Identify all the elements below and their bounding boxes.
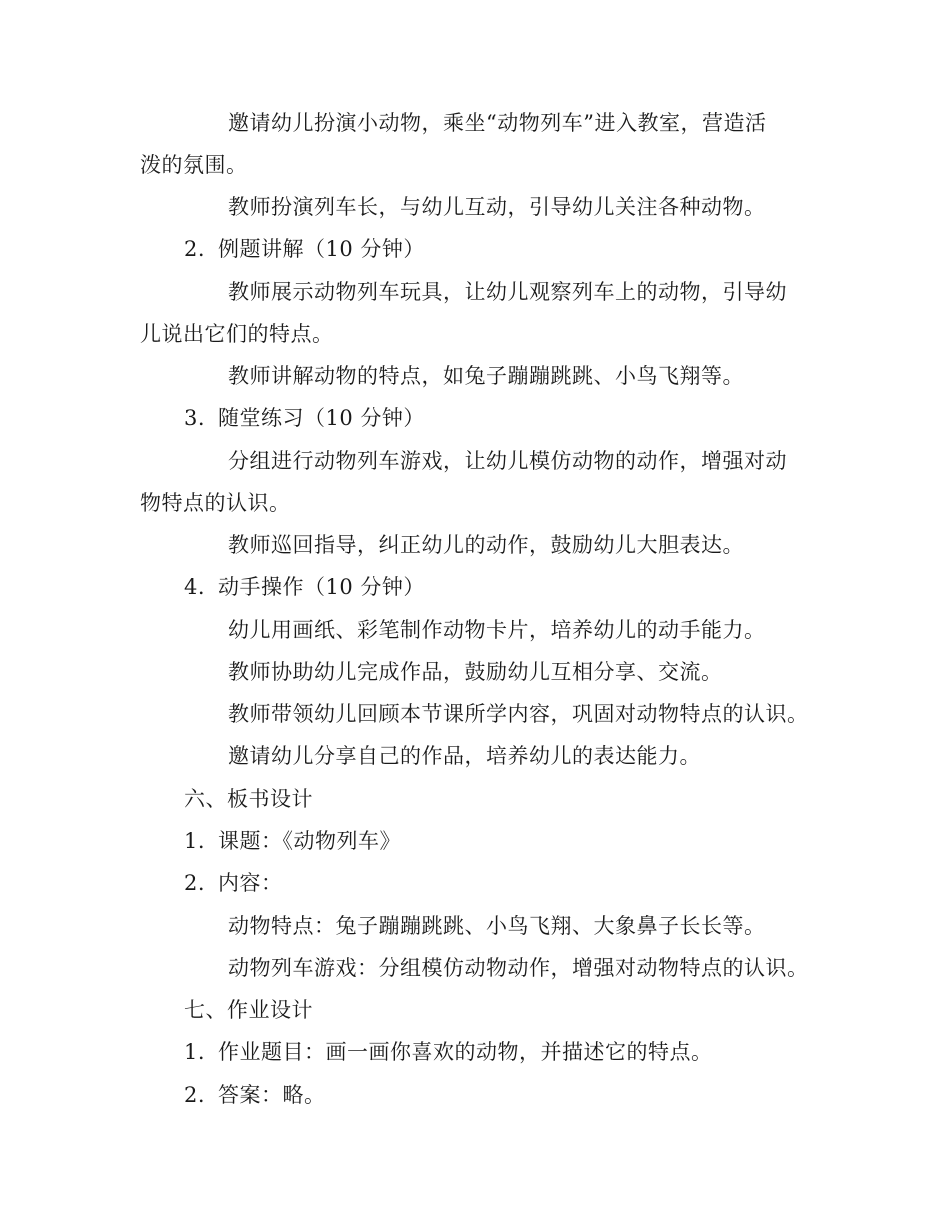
section-6-item-2-text: 内容： [218,871,283,895]
intro-paragraph-2: 教师扮演列车长，与幼儿互动，引导幼儿关注各种动物。 [228,195,766,219]
section-6-item-2-number: 2. [184,871,206,895]
section-6-content-1: 动物特点：兔子蹦蹦跳跳、小鸟飞翔、大象鼻子长长等。 [228,914,766,938]
step-4-paragraph-4: 邀请幼儿分享自己的作品，培养幼儿的表达能力。 [228,744,701,768]
step-4-title: 动手操作（10 分钟） [218,575,425,599]
section-6-item-1-number: 1. [184,829,206,853]
intro-paragraph-1-line-2: 泼的氛围。 [140,153,248,177]
section-6-item-2 [184,868,283,898]
section-7-item-2-number: 2. [184,1083,206,1107]
step-4-number: 4. [184,575,206,599]
section-6-item-1 [184,826,401,856]
step-3-number: 3. [184,406,206,430]
step-2-title: 例题讲解（10 分钟） [218,237,425,261]
step-3-paragraph-2: 教师巡回指导，纠正幼儿的动作，鼓励幼儿大胆表达。 [228,533,744,557]
step-4-paragraph-1: 幼儿用画纸、彩笔制作动物卡片，培养幼儿的动手能力。 [228,618,766,642]
section-7-item-1-number: 1. [184,1040,206,1064]
step-3-heading [184,403,425,433]
step-2-paragraph-2: 教师讲解动物的特点，如兔子蹦蹦跳跳、小鸟飞翔等。 [228,364,744,388]
step-4-paragraph-3: 教师带领幼儿回顾本节课所学内容，巩固对动物特点的认识。 [228,702,809,726]
intro-paragraph-1-line-1: 邀请幼儿扮演小动物，乘坐“动物列车”进入教室，营造活 [228,111,767,135]
step-4-paragraph-2: 教师协助幼儿完成作品，鼓励幼儿互相分享、交流。 [228,660,723,684]
step-2-paragraph-1-line-1: 教师展示动物列车玩具，让幼儿观察列车上的动物，引导幼 [228,280,787,304]
section-7-item-2-text: 答案：略。 [218,1083,326,1107]
section-6-content-2: 动物列车游戏：分组模仿动物动作，增强对动物特点的认识。 [228,956,809,980]
step-3-title: 随堂练习（10 分钟） [218,406,425,430]
step-2-number: 2. [184,237,206,261]
section-7-item-1-text: 作业题目：画一画你喜欢的动物，并描述它的特点。 [218,1040,713,1064]
section-7-heading: 七、作业设计 [184,998,313,1022]
section-7-item-1 [184,1037,713,1067]
section-6-heading: 六、板书设计 [184,787,313,811]
section-7-item-2 [184,1080,326,1110]
section-6-item-1-text: 课题：《动物列车》 [218,829,401,853]
step-4-heading [184,572,425,602]
step-2-paragraph-1-line-2: 儿说出它们的特点。 [140,322,334,346]
step-3-paragraph-1-line-2: 物特点的认识。 [140,491,291,515]
step-3-paragraph-1-line-1: 分组进行动物列车游戏，让幼儿模仿动物的动作，增强对动 [228,449,787,473]
step-2-heading [184,234,425,264]
